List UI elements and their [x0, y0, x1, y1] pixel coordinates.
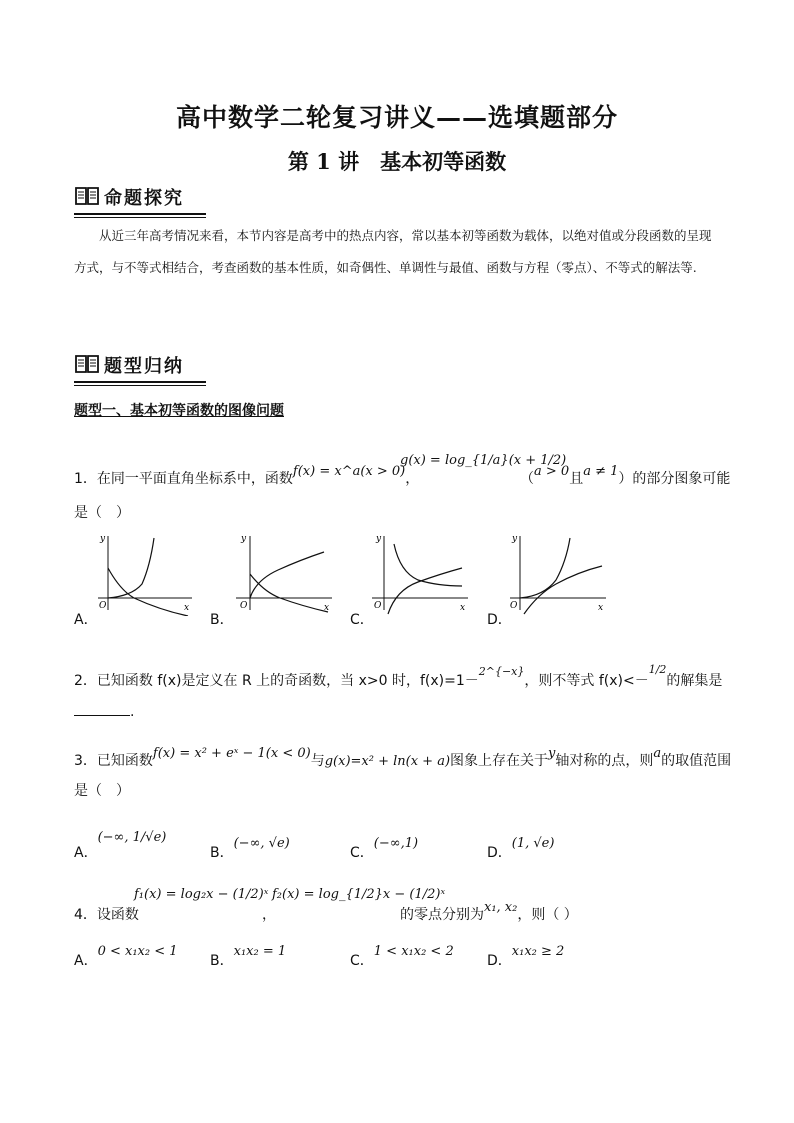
q2-stem: 2．已知函数 f(x)是定义在 R 上的奇函数，当 x>0 时，f(x)=1－$^{2\^{}\{-x\}}$，则不等式 f(x)<－$^{1/2}$的解集是	[74, 663, 723, 689]
section-header-types	[74, 352, 206, 380]
svg-text:O: O	[240, 601, 248, 611]
section-label: 命题探究	[104, 188, 184, 209]
q3-f-formula: f(x) = x² + eˣ − 1(x < 0)	[152, 746, 311, 761]
q4-f2-formula: f₂(x) = log_{1/2}x − (1/2)ˣ	[272, 887, 446, 902]
q4-tail: 的零点分别为x₁, x₂，则（ ）	[400, 900, 578, 923]
svg-text:O: O	[510, 601, 518, 611]
svg-text:O: O	[374, 601, 382, 611]
section-header-exploration	[74, 184, 206, 212]
q3-g-formula: g(x)=x² + ln(x + a)	[324, 754, 451, 769]
q1-option-c-label[interactable]: C．	[350, 612, 374, 628]
page-title: 高中数学二轮复习讲义——选填题部分	[175, 103, 618, 132]
question-type-title: 题型一、基本初等函数的图像问题	[74, 403, 284, 419]
svg-text:x: x	[324, 603, 330, 613]
graph-option-c	[366, 528, 476, 616]
q2-answer-blank[interactable]: .	[74, 704, 134, 720]
lecture-subtitle: 第 1 讲 基本初等函数	[287, 149, 507, 174]
section-label: 题型归纳	[104, 356, 184, 377]
q1-option-b-label[interactable]: B．	[210, 612, 234, 628]
svg-text:y: y	[241, 534, 247, 544]
graph-option-d	[504, 528, 614, 616]
q4-option-d[interactable]: D．x₁x₂ ≥ 2	[487, 944, 565, 969]
svg-text:y: y	[100, 534, 106, 544]
svg-text:x: x	[598, 603, 604, 613]
q2-fraction: 1/2	[648, 663, 667, 676]
q1-option-a-label[interactable]: A．	[74, 612, 98, 628]
book-icon	[74, 185, 100, 207]
q4-option-a[interactable]: A．0 < x₁x₂ < 1	[74, 944, 178, 969]
q3-option-c[interactable]: C．(−∞,1)	[350, 836, 419, 861]
q2-exponent: 2^{−x}	[478, 665, 525, 678]
q3-option-b[interactable]: B．(−∞, √e)	[210, 836, 290, 861]
intro-paragraph: 从近三年高考情况来看，本节内容是高考中的热点内容，常以基本初等函数为载体，以绝对值或分段函数的呈现方式，与不等式相结合，考查函数的基本性质，如奇偶性、单调性与最值、函数与方程（零点）、不等式的解法等.	[74, 228, 712, 275]
q4-comma: ，	[262, 907, 276, 923]
q1-g-formula: g(x) = log_{1/a}(x + 1/2)	[400, 453, 567, 468]
q3-option-a[interactable]: A．(−∞, 1/√e)	[74, 830, 167, 861]
q3-option-d[interactable]: D．(1, √e)	[487, 836, 555, 861]
q3-stem: 3．已知函数f(x) = x² + eˣ − 1(x < 0)与g(x)=x² + ln(x + a)图象上存在关于y轴对称的点，则a的取值范围	[74, 746, 732, 769]
q1-condition: （a > 0且a ≠ 1）的部分图象可能	[520, 464, 731, 487]
q4-prefix: 4．设函数	[74, 907, 139, 923]
q3-line2: 是（ ）	[74, 783, 130, 799]
q4-option-b[interactable]: B．x₁x₂ = 1	[210, 944, 287, 969]
svg-text:y: y	[376, 534, 382, 544]
q1-line2: 是（ ）	[74, 505, 130, 521]
q1-f-formula: f(x) = x^a(x > 0)	[292, 464, 406, 479]
svg-text:x: x	[460, 603, 466, 613]
svg-text:y: y	[512, 534, 518, 544]
svg-text:x: x	[184, 603, 190, 613]
graph-option-b	[228, 528, 338, 616]
svg-text:O: O	[99, 601, 107, 611]
graph-option-a	[90, 528, 200, 616]
q1-option-d-label[interactable]: D．	[487, 612, 512, 628]
q1-stem: 1．在同一平面直角坐标系中，函数f(x) = x^a(x > 0)，	[74, 464, 420, 487]
book-icon	[74, 353, 100, 375]
q4-f1-formula: f₁(x) = log₂x − (1/2)ˣ	[134, 887, 269, 902]
q4-option-c[interactable]: C．1 < x₁x₂ < 2	[350, 944, 454, 969]
